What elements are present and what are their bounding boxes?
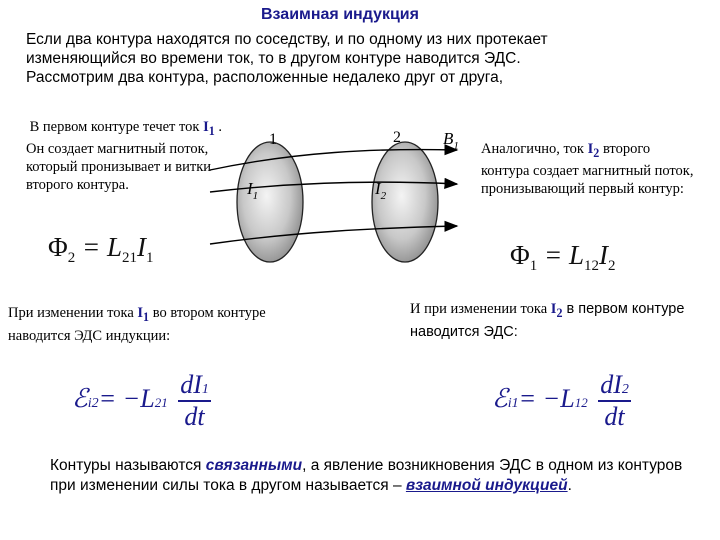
formula-emf-1: ℰi1= −L12 $\frac{dI2}{dt}$ bbox=[492, 370, 629, 431]
formula-flux-1: $\Phi_1 = L_{12}I_2$ bbox=[510, 240, 616, 274]
coil-2 bbox=[372, 142, 438, 262]
coil-2-label: 2 bbox=[393, 129, 401, 146]
page-title: Взаимная индукция bbox=[261, 6, 419, 23]
mid-left-current-symbol: $I_1$ bbox=[137, 305, 150, 324]
term-mutual-induction: взаимной индукцией bbox=[405, 477, 568, 494]
coils-diagram bbox=[205, 112, 475, 272]
current-i1-label: $I_1$ bbox=[247, 179, 259, 202]
intro-line-2: изменяющийся во времени ток, то в другом контуре наводится ЭДС. bbox=[26, 50, 521, 67]
left-current-symbol: $I_1$ bbox=[203, 119, 215, 138]
right-text-part2: второго контура создает магнитный поток, пронизывающий первый контур: bbox=[481, 141, 694, 197]
formula-emf-2: ℰi2= −L21 $\frac{dI1}{dt}$ bbox=[72, 370, 209, 431]
term-coupled: связанными bbox=[205, 457, 303, 474]
emf-right-description: И при изменении тока $I_2$ в первом контуре наводится ЭДС: bbox=[410, 301, 685, 340]
conclusion-paragraph: Контуры называются связанными, а явление возникновения ЭДС в одном из контуров при изменении силы тока в другом называется – взаимной индукцией. bbox=[50, 457, 683, 494]
right-description bbox=[481, 140, 701, 198]
right-current-symbol: $I_2$ bbox=[587, 141, 600, 160]
formula-flux-2: $\Phi_2 = L_{21}I_1$ bbox=[48, 232, 154, 266]
field-b-label: $B_1$ bbox=[443, 129, 459, 152]
left-text-part2: . Он создает магнитный поток, который пронизывает и витки второго контура. bbox=[26, 119, 223, 193]
emf-left-description: При изменении тока $I_1$ во втором контуре наводится ЭДС индукции: bbox=[8, 305, 266, 344]
left-text-part1: В первом контуре течет ток bbox=[29, 119, 204, 135]
current-i2-label: $I_2$ bbox=[375, 179, 387, 202]
intro-line-1: Если два контура находятся по соседству, и по одному из них протекает bbox=[26, 31, 548, 48]
intro-paragraph bbox=[26, 30, 686, 87]
coil-1-label: 1 bbox=[269, 131, 277, 148]
intro-line-3: Рассмотрим два контура, расположенные недалеко друг от друга, bbox=[26, 69, 504, 86]
right-text-part1: Аналогично, ток bbox=[481, 141, 588, 157]
mid-right-current-symbol: $I_2$ bbox=[550, 301, 563, 320]
